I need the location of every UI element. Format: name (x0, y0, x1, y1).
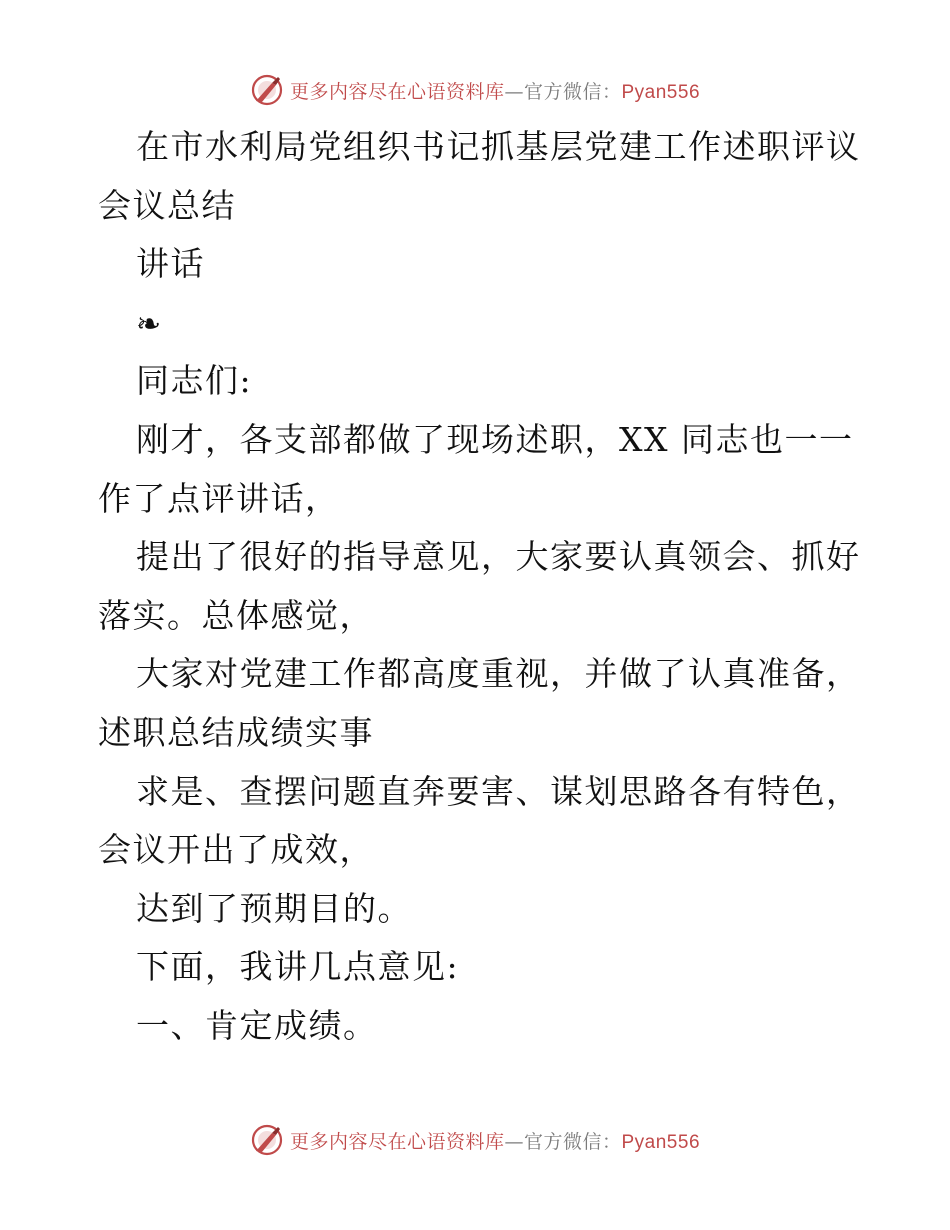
document-line: 落实。总体感觉， (98, 595, 374, 635)
banner-official-label: 官方微信： (523, 1130, 622, 1153)
document-line: 作了点评讲话， (98, 478, 340, 518)
document-line: 提出了很好的指导意见，大家要认真领会、抓好 (136, 537, 861, 577)
banner-main-text: 更多内容尽在心语资料库 (289, 80, 505, 103)
ornament-line (98, 294, 858, 353)
banner-separator: — (504, 80, 524, 103)
document-body (98, 118, 861, 1056)
document-line: 一、肯定成绩。 (136, 1005, 378, 1045)
document-line: 下面，我讲几点意见: (136, 947, 460, 987)
pen-nib-logo-icon (250, 1123, 284, 1157)
document-line: 会议开出了成效， (98, 830, 374, 870)
document-line: 会议总结 (98, 185, 236, 225)
document-line: 述职总结成绩实事 (98, 712, 374, 752)
footer-banner (0, 1120, 950, 1160)
banner-wechat-id: Pyan556 (621, 81, 701, 103)
document-line: 在市水利局党组织书记抓基层党建工作述职评议 (136, 127, 861, 166)
document-line: 同志们: (136, 361, 253, 401)
document-line: 求是、查摆问题直奔要害、谋划思路各有特色， (136, 771, 861, 811)
pen-nib-logo-icon (250, 73, 284, 107)
banner-text (290, 77, 700, 104)
document-line: 达到了预期目的。 (136, 888, 412, 928)
document-line: 刚才，各支部都做了现场述职，XX 同志也一一 (136, 419, 854, 459)
banner-main-text: 更多内容尽在心语资料库 (289, 1130, 505, 1153)
document-line: 大家对党建工作都高度重视，并做了认真准备， (136, 654, 861, 694)
banner-wechat-id: Pyan556 (621, 1131, 701, 1153)
header-banner (0, 70, 950, 110)
banner-text (290, 1127, 700, 1154)
fleuron-ornament-icon: ❧ (136, 306, 163, 342)
document-line: 讲话 (136, 244, 205, 284)
banner-official-label: 官方微信： (523, 80, 622, 103)
banner-separator: — (504, 1130, 524, 1153)
